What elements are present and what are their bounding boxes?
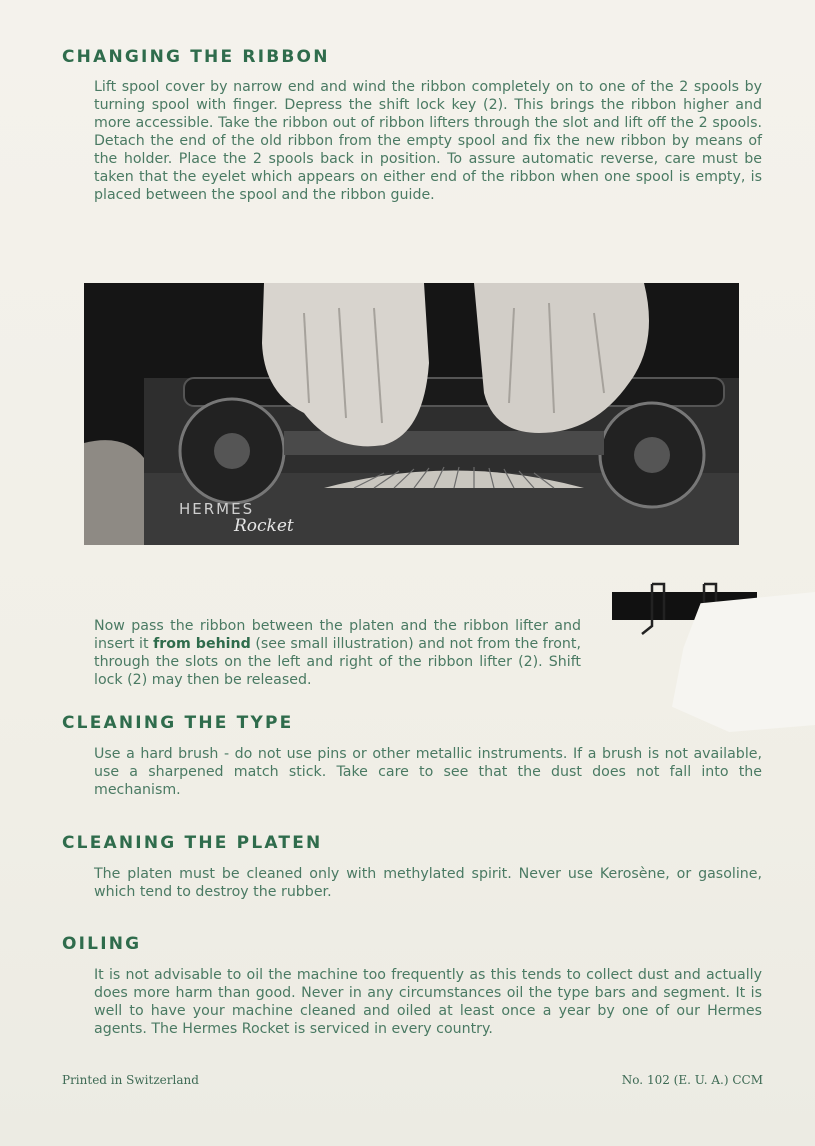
heading-oiling: OILING <box>62 934 142 954</box>
oiling-instructions: It is not advisable to oil the machine too frequently as this tends to collect dust and actually does more harm than good. Never in any circumstances oil the type bars and segment. It is well to have your machine cleaned and oiled at least once a year by one of our Hermes agents. The Hermes Rocket is serviced in every country. <box>94 967 762 1037</box>
footer-print-location: Printed in Switzerland <box>62 1073 199 1087</box>
heading-cleaning-type: CLEANING THE TYPE <box>62 713 294 733</box>
heading-changing-ribbon: CHANGING THE RIBBON <box>62 47 330 67</box>
brand-plate: HERMES <box>179 500 255 518</box>
model-plate: Rocket <box>234 516 294 536</box>
ribbon-insertion-instructions: Now pass the ribbon between the platen and the ribbon lifter and insert it from behind (see small illustration) and not from the front, through the slots on the left and right of the ribbon lifter (2). Shift lock (2) may then be released. <box>94 618 581 688</box>
typewriter-photo <box>84 283 739 545</box>
type-cleaning-instructions: Use a hard brush - do not use pins or other metallic instruments. If a brush is not available, use a sharpened match stick. Take care to see that the dust does not fall into the mechanism. <box>94 746 762 798</box>
heading-cleaning-platen: CLEANING THE PLATEN <box>62 833 323 853</box>
footer-catalog-number: No. 102 (E. U. A.) CCM <box>621 1073 763 1087</box>
platen-cleaning-instructions: The platen must be cleaned only with methylated spirit. Never use Kerosène, or gasoline, which tend to destroy the rubber. <box>94 866 762 900</box>
ribbon-instructions: Lift spool cover by narrow end and wind the ribbon completely on to one of the 2 spools by turning spool with finger. Depress the shift lock key (2). This brings the ribbon higher and more accessible. Take the ribbon out of ribbon lifters through the slot and lift off the 2 spools. Detach the end of the old ribbon from the empty spool and fix the new ribbon by means of the holder. Place the 2 spools back in position. To assure automatic reverse, care must be taken that the eyelet which appears on either end of the ribbon when one spool is empty, is placed between the spool and the ribbon guide. <box>94 79 762 203</box>
